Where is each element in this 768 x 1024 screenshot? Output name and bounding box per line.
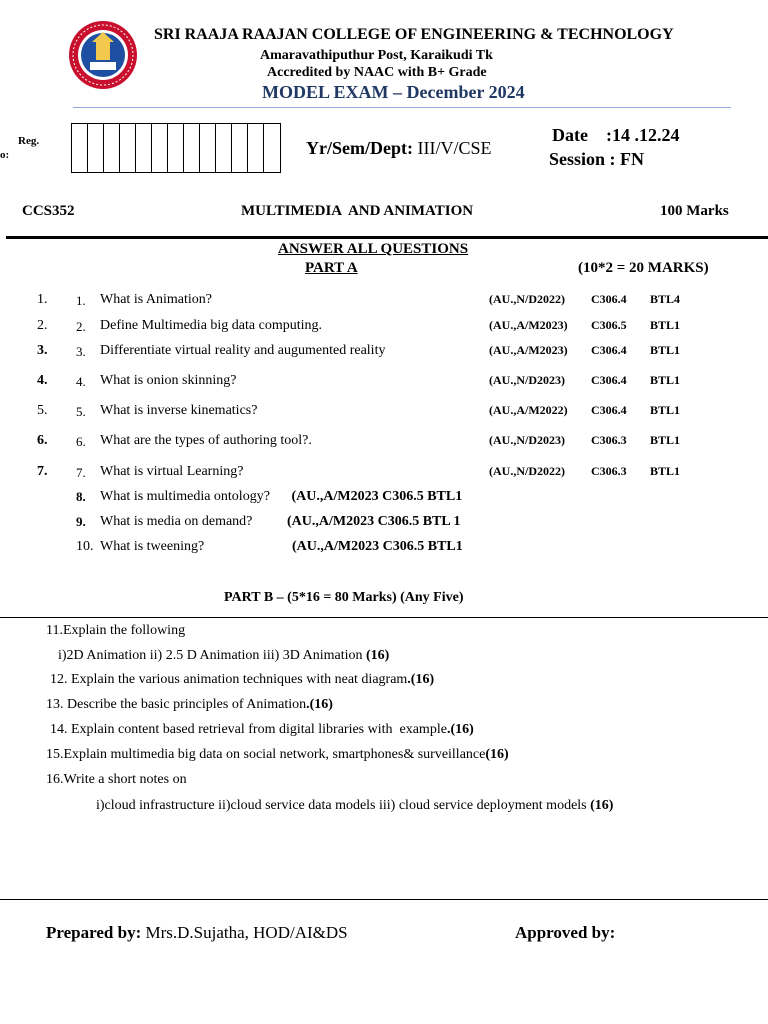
question-index: 5. (37, 403, 48, 418)
question-number: 10. (76, 539, 94, 554)
total-marks: 100 Marks (660, 203, 729, 219)
exam-title: MODEL EXAM – December 2024 (262, 82, 525, 102)
question-reference: (AU.,A/M2023) (489, 318, 568, 332)
part-b-question (58, 648, 389, 664)
reg-digit-box[interactable] (88, 124, 104, 172)
course-outcome: C306.4 (591, 292, 627, 306)
part-b-question (46, 623, 185, 639)
college-name: SRI RAAJA RAAJAN COLLEGE OF ENGINEERING & TECHNOLOGY (154, 26, 674, 43)
course-outcome: C306.4 (591, 343, 627, 357)
part-b-question (46, 747, 509, 763)
course-divider (6, 236, 768, 239)
reg-label: Reg. (18, 135, 40, 147)
part-b-question (46, 697, 333, 713)
part-b-question-marks: .(16) (407, 672, 435, 687)
course-outcome: C306.5 (591, 318, 627, 332)
question-reference: (AU.,N/D2023) (489, 433, 565, 447)
reg-digit-box[interactable] (216, 124, 232, 172)
year-sem-dept-label: Yr/Sem/Dept: (306, 138, 413, 158)
part-b-question (46, 772, 187, 788)
bloom-level: BTL1 (650, 464, 681, 478)
question-number: 9. (76, 514, 86, 529)
question-index: 1. (37, 292, 48, 307)
part-b-question-text: 15.Explain multimedia big data on social network, smartphones& surveillance (46, 747, 486, 762)
question-text: What is Animation? (100, 292, 212, 307)
part-b-divider (0, 617, 768, 618)
footer-divider (0, 899, 768, 900)
bloom-level: BTL1 (650, 373, 681, 387)
question-number: 3. (76, 344, 86, 359)
reg-digit-box[interactable] (152, 124, 168, 172)
part-b-question (50, 672, 434, 688)
part-a-marks: (10*2 = 20 MARKS) (578, 260, 709, 276)
part-b-question-marks: (16) (590, 798, 614, 813)
reg-digit-box[interactable] (104, 124, 120, 172)
course-outcome: C306.4 (591, 403, 627, 417)
college-seal-icon (68, 20, 138, 90)
question-text: What is tweening? (100, 539, 205, 554)
question-number: 5. (76, 404, 86, 419)
question-reference: (AU.,A/M2023 C306.5 BTL 1 (287, 514, 461, 529)
question-reference: (AU.,A/M2022) (489, 403, 568, 417)
part-b-question-marks: (16) (366, 648, 390, 663)
bloom-level: BTL1 (650, 343, 681, 357)
exam-session: Session : FN (549, 149, 645, 169)
reg-digit-box[interactable] (72, 124, 88, 172)
part-b-question-marks: .(16) (306, 697, 333, 712)
question-index: 4. (37, 373, 48, 388)
course-code: CCS352 (22, 203, 75, 219)
exam-date: Date :14 .12.24 (552, 125, 680, 145)
answer-all-heading: ANSWER ALL QUESTIONS (278, 241, 469, 257)
question-reference: (AU.,A/M2023 C306.5 BTL1 (288, 489, 463, 504)
approved-by: Approved by: (515, 923, 616, 942)
question-reference: (AU.,A/M2023) (489, 343, 568, 357)
reg-digit-box[interactable] (248, 124, 264, 172)
question-text: What is virtual Learning? (100, 464, 244, 479)
question-number: 7. (76, 465, 86, 480)
question-index: 6. (37, 433, 48, 448)
question-text: Differentiate virtual reality and augumented reality (100, 343, 386, 358)
course-outcome: C306.3 (591, 464, 627, 478)
part-b-question-marks: .(16) (446, 722, 474, 737)
header-divider (73, 107, 731, 108)
question-index: 3. (37, 343, 48, 358)
prepared-by (46, 923, 348, 943)
question-text: What is inverse kinematics? (100, 403, 258, 418)
college-logo (68, 20, 138, 90)
part-b-question-text: 16.Write a short notes on (46, 772, 187, 787)
bloom-level: BTL1 (650, 403, 681, 417)
part-b-question-text: 11.Explain the following (46, 623, 186, 638)
part-b-question-text: i)cloud infrastructure ii)cloud service data models iii) cloud service deployment models (96, 798, 591, 813)
prepared-by-label: Prepared by: (46, 923, 142, 942)
reg-digit-box[interactable] (232, 124, 248, 172)
question-number: 2. (76, 319, 86, 334)
bloom-level: BTL1 (650, 318, 681, 332)
part-b-question-text: 12. Explain the various animation techniques with neat diagram (50, 672, 408, 687)
question-reference: (AU.,A/M2023 C306.5 BTL1 (292, 539, 463, 554)
reg-digit-box[interactable] (136, 124, 152, 172)
question-index: 7. (37, 464, 48, 479)
part-b-question (50, 722, 474, 738)
part-a-title: PART A (305, 260, 358, 276)
question-text: What is multimedia ontology? (100, 489, 270, 504)
question-number: 1. (76, 293, 86, 308)
reg-digit-box[interactable] (264, 124, 280, 172)
question-text: Define Multimedia big data computing. (100, 318, 323, 333)
reg-digit-box[interactable] (120, 124, 136, 172)
question-reference: (AU.,N/D2022) (489, 464, 565, 478)
college-address: Amaravathiputhur Post, Karaikudi Tk (260, 48, 493, 63)
question-number: 6. (76, 434, 86, 449)
reg-label-tail: o: (0, 149, 10, 161)
part-b-question (96, 798, 613, 814)
course-outcome: C306.4 (591, 373, 627, 387)
question-reference: (AU.,N/D2022) (489, 292, 565, 306)
reg-number-boxes (71, 123, 281, 173)
part-b-question-text: 14. Explain content based retrieval from digital libraries with example (50, 722, 447, 737)
part-b-question-text: i)2D Animation ii) 2.5 D Animation iii) 3D Animation (58, 648, 366, 663)
course-outcome: C306.3 (591, 433, 627, 447)
question-text: What are the types of authoring tool?. (100, 433, 312, 448)
question-number: 4. (76, 374, 86, 389)
year-sem-dept-value: III/V/CSE (412, 138, 492, 158)
question-text: What is media on demand? (100, 514, 253, 529)
question-number: 8. (76, 489, 86, 504)
part-b-question-text: 13. Describe the basic principles of Animation (46, 697, 307, 712)
part-b-question-marks: (16) (485, 747, 509, 762)
question-reference: (AU.,N/D2023) (489, 373, 565, 387)
prepared-by-value: Mrs.D.Sujatha, HOD/AI&DS (141, 923, 348, 942)
year-sem-dept (306, 138, 491, 159)
accreditation: Accredited by NAAC with B+ Grade (267, 65, 487, 80)
question-text: What is onion skinning? (100, 373, 237, 388)
reg-digit-box[interactable] (184, 124, 200, 172)
bloom-level: BTL4 (650, 292, 681, 306)
part-b-title: PART B – (5*16 = 80 Marks) (Any Five) (224, 590, 464, 605)
question-index: 2. (37, 318, 48, 333)
reg-digit-box[interactable] (200, 124, 216, 172)
course-title: MULTIMEDIA AND ANIMATION (241, 203, 474, 219)
bloom-level: BTL1 (650, 433, 681, 447)
reg-digit-box[interactable] (168, 124, 184, 172)
